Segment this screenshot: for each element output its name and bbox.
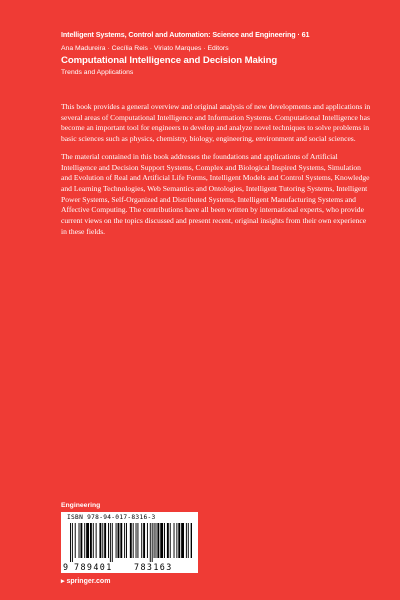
barcode-bar <box>130 523 132 558</box>
barcode-bar <box>157 523 159 558</box>
barcode-bar <box>150 523 151 562</box>
book-title: Computational Intelligence and Decision Making <box>61 55 278 66</box>
barcode-bar <box>136 523 137 558</box>
publisher-url[interactable]: ▸ springer.com <box>61 578 111 585</box>
barcode-bar <box>186 523 187 558</box>
barcode-bar <box>72 523 73 562</box>
description-paragraph-1: This book provides a general overview and original analysis of new developments and applications in several areas of Computational Intelligence and Information Systems. Computational Intelligence has become an important tool for engineers to develop and analyze novel techniques to solve problems in basic sciences such as physics, chemistry, biology, engineering, environment and social sciences. <box>61 102 371 144</box>
barcode-bar <box>99 523 101 558</box>
barcode-bar <box>70 523 71 562</box>
isbn-number: ISBN 978-94-017-8316-3 <box>67 514 156 521</box>
barcode-digit-first: 9 <box>63 562 69 572</box>
barcode-bar <box>126 523 127 558</box>
barcode-bar <box>170 523 171 558</box>
barcode-digits-left: 789401 <box>74 562 113 572</box>
book-description <box>61 102 373 244</box>
barcode-bar <box>164 523 165 558</box>
barcode-bars <box>70 523 192 562</box>
barcode-digits-right: 783163 <box>134 562 173 572</box>
barcode-bar <box>191 523 192 558</box>
barcode-bar <box>86 523 89 558</box>
barcode-bar <box>116 523 117 558</box>
barcode-bar <box>110 523 111 562</box>
barcode-bar <box>137 523 138 558</box>
barcode-bar <box>133 523 134 558</box>
barcode-bar <box>75 523 76 558</box>
barcode-bar <box>93 523 94 558</box>
barcode-bar <box>154 523 155 558</box>
barcode-bar <box>90 523 92 558</box>
barcode-bar <box>124 523 125 558</box>
barcode-bar <box>167 523 169 558</box>
barcode-bar <box>156 523 157 558</box>
barcode-bar <box>181 523 184 558</box>
series-title: Intelligent Systems, Control and Automation: Science and Engineering · 61 <box>61 30 310 39</box>
description-paragraph-2: The material contained in this book addresses the foundations and applications of Artificial Intelligence and Decision Support Systems, Complex and Biological Inspired Systems, Simulation and Evolution of Real and Artificial Life Forms, Intelligent Models and Control Systems, Knowledge and Learning Technologies, Web Semantics and Ontologies, Intelligent Tutoring Systems, Intelligent Power Systems, Self-Organized and Distributed Systems, Intelligent Manufacturing Systems and Affective Computing. The contributions have all been written by international experts, who provide current views on the topics discussed and present recent, original insights from their own experience in these fields. <box>61 151 370 236</box>
barcode-bar <box>160 523 163 558</box>
barcode-bar <box>112 523 113 562</box>
barcode-bar <box>178 523 180 558</box>
barcode-bar <box>147 523 148 558</box>
barcode-bar <box>118 523 120 558</box>
barcode-bar <box>120 523 122 558</box>
barcode-bar <box>102 523 103 558</box>
barcode-bar <box>84 523 85 558</box>
barcode-bar <box>108 523 109 558</box>
editors-line: Ana Madureira · Cecília Reis · Viriato Marques · Editors <box>61 45 229 52</box>
category-label: Engineering <box>61 502 101 509</box>
barcode-bar <box>96 523 97 558</box>
barcode-bar <box>80 523 82 558</box>
barcode-bar <box>143 523 145 558</box>
barcode-bar <box>176 523 177 558</box>
barcode-bar <box>174 523 175 558</box>
book-subtitle: Trends and Applications <box>61 69 134 76</box>
barcode-bar <box>188 523 189 558</box>
barcode-bar <box>152 523 153 562</box>
isbn-barcode <box>61 512 198 573</box>
barcode-bar <box>141 523 142 558</box>
barcode-bar <box>79 523 80 558</box>
barcode-bar <box>104 523 106 558</box>
